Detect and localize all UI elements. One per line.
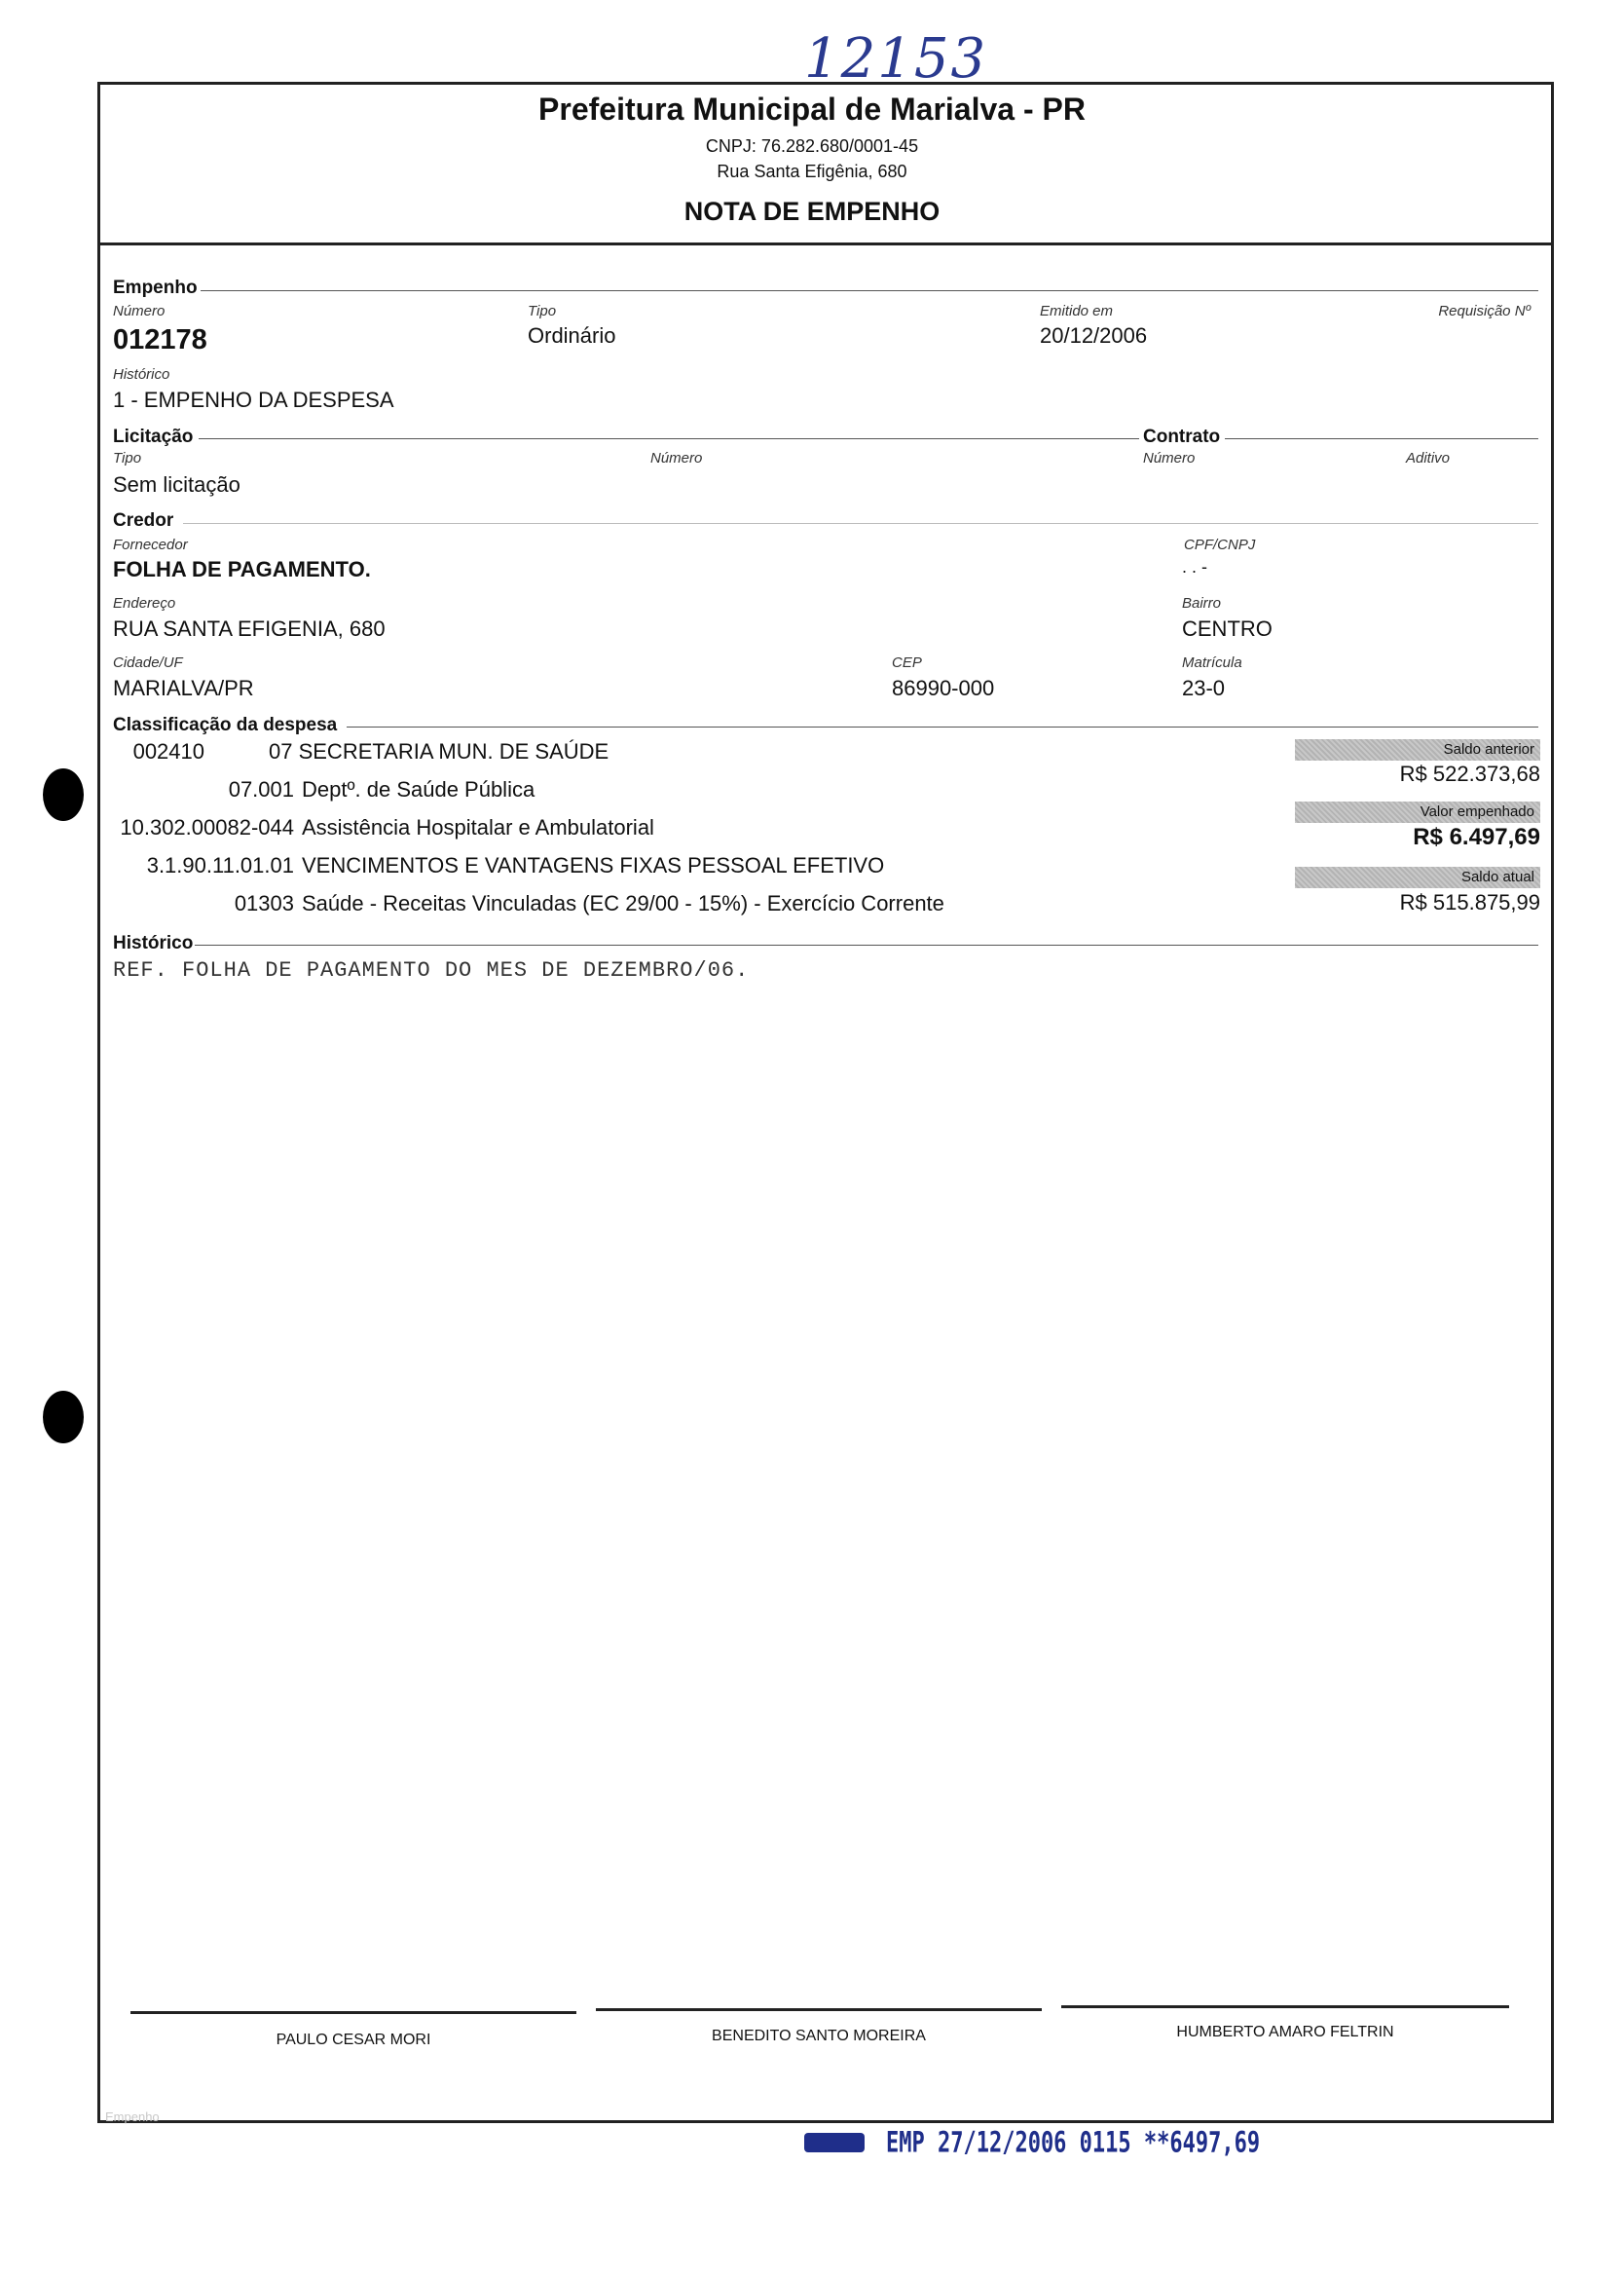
historico-label-top: Histórico bbox=[113, 366, 170, 383]
section-rule bbox=[201, 290, 1538, 291]
cpf-cnpj-label: CPF/CNPJ bbox=[1184, 537, 1256, 553]
classificacao-text: Assistência Hospitalar e Ambulatorial bbox=[302, 815, 654, 840]
saldo-atual-label: Saldo atual bbox=[1295, 867, 1540, 888]
handwritten-document-number: 12153 bbox=[804, 27, 988, 91]
cidade-label: Cidade/UF bbox=[113, 654, 183, 671]
section-rule bbox=[183, 523, 1538, 524]
stamp-mark bbox=[804, 2133, 865, 2152]
fornecedor-value: FOLHA DE PAGAMENTO. bbox=[113, 557, 371, 581]
header-separator bbox=[100, 243, 1551, 245]
municipality-title: Prefeitura Municipal de Marialva - PR bbox=[538, 92, 1086, 127]
saldo-anterior-value: R$ 522.373,68 bbox=[1399, 762, 1540, 786]
endereco-label: Endereço bbox=[113, 595, 176, 612]
historico-text: REF. FOLHA DE PAGAMENTO DO MES DE DEZEMBRO/06. bbox=[113, 958, 750, 983]
matricula-value: 23-0 bbox=[1182, 676, 1226, 700]
cpf-cnpj-value: . . - bbox=[1182, 557, 1207, 577]
signature-line bbox=[596, 2008, 1042, 2011]
section-rule bbox=[199, 438, 1139, 439]
cidade-value: MARIALVA/PR bbox=[113, 676, 254, 700]
saldo-atual-value: R$ 515.875,99 bbox=[1399, 890, 1540, 915]
classificacao-text: VENCIMENTOS E VANTAGENS FIXAS PESSOAL EFETIVO bbox=[302, 853, 885, 877]
licitacao-tipo-value: Sem licitação bbox=[113, 472, 240, 497]
section-licitacao: Licitação bbox=[113, 427, 194, 447]
signature-line bbox=[130, 2011, 576, 2014]
classificacao-code: 10.302.00082-044 bbox=[120, 815, 294, 840]
classificacao-code: 01303 bbox=[234, 891, 294, 915]
signature-name: HUMBERTO AMARO FELTRIN bbox=[1176, 2024, 1394, 2040]
requisicao-label: Requisição Nº bbox=[1438, 303, 1531, 319]
contrato-aditivo-label: Aditivo bbox=[1406, 450, 1451, 467]
tipo-value: Ordinário bbox=[528, 323, 616, 348]
bairro-value: CENTRO bbox=[1182, 616, 1273, 641]
cep-value: 86990-000 bbox=[892, 676, 995, 700]
section-rule bbox=[347, 727, 1538, 728]
classificacao-text: 07 SECRETARIA MUN. DE SAÚDE bbox=[269, 739, 609, 764]
classificacao-text: Deptº. de Saúde Pública bbox=[302, 777, 535, 802]
classificacao-text: Saúde - Receitas Vinculadas (EC 29/00 - 15%) - Exercício Corrente bbox=[302, 891, 944, 915]
contrato-numero-label: Número bbox=[1143, 450, 1196, 467]
section-rule bbox=[195, 945, 1538, 946]
punch-hole bbox=[43, 768, 84, 821]
cep-label: CEP bbox=[892, 654, 922, 671]
historico-value-top: 1 - EMPENHO DA DESPESA bbox=[113, 388, 394, 412]
document-title: NOTA DE EMPENHO bbox=[683, 197, 941, 226]
licitacao-numero-label: Número bbox=[650, 450, 703, 467]
emitido-value: 20/12/2006 bbox=[1040, 323, 1148, 348]
cnpj-text: CNPJ: 76.282.680/0001-45 bbox=[705, 136, 919, 156]
section-empenho: Empenho bbox=[113, 278, 198, 298]
classificacao-code: 002410 bbox=[132, 739, 204, 764]
section-rule bbox=[1225, 438, 1538, 439]
numero-label: Número bbox=[113, 303, 166, 319]
valor-empenhado-value: R$ 6.497,69 bbox=[1413, 824, 1540, 850]
classificacao-code: 07.001 bbox=[228, 777, 294, 802]
emitido-label: Emitido em bbox=[1040, 303, 1114, 319]
address-text: Rua Santa Efigênia, 680 bbox=[717, 162, 907, 181]
fornecedor-label: Fornecedor bbox=[113, 537, 188, 553]
valor-empenhado-label: Valor empenhado bbox=[1295, 802, 1540, 823]
punch-hole bbox=[43, 1391, 84, 1443]
section-credor: Credor bbox=[113, 510, 174, 531]
section-historico: Histórico bbox=[113, 933, 194, 953]
signature-name: PAULO CESAR MORI bbox=[276, 2032, 431, 2048]
tipo-label: Tipo bbox=[528, 303, 557, 319]
empenho-number: 012178 bbox=[113, 324, 207, 355]
classificacao-code: 3.1.90.11.01.01 bbox=[146, 853, 294, 877]
section-classificacao: Classificação da despesa bbox=[113, 715, 338, 735]
licitacao-tipo-label: Tipo bbox=[113, 450, 142, 467]
saldo-anterior-label: Saldo anterior bbox=[1295, 739, 1540, 761]
bairro-label: Bairro bbox=[1182, 595, 1222, 612]
endereco-value: RUA SANTA EFIGENIA, 680 bbox=[113, 616, 386, 641]
signature-name: BENEDITO SANTO MOREIRA bbox=[712, 2028, 926, 2044]
stamp-text: EMP 27/12/2006 0115 **6497,69 bbox=[886, 2127, 1261, 2160]
signature-line bbox=[1061, 2005, 1509, 2008]
matricula-label: Matrícula bbox=[1182, 654, 1242, 671]
footer-label: Empenho bbox=[105, 2109, 160, 2124]
section-contrato: Contrato bbox=[1143, 427, 1221, 447]
